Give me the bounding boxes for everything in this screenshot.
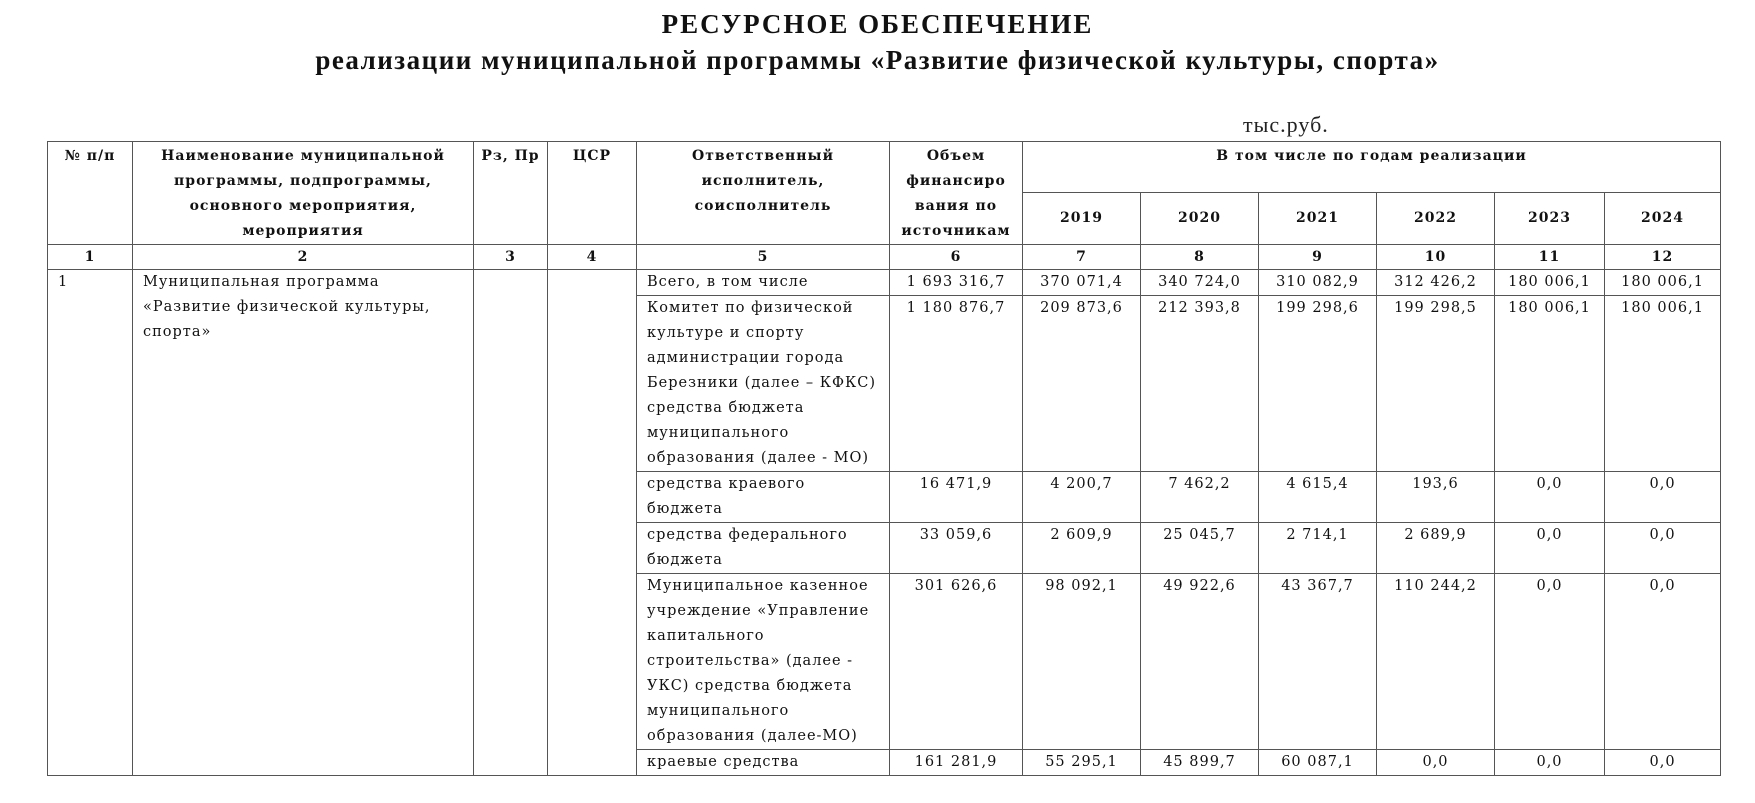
total-cell: 33 059,6: [890, 523, 1023, 574]
year-value-cell: 310 082,9: [1259, 270, 1377, 296]
executor-cell: краевые средства: [637, 750, 890, 776]
column-number: 2: [133, 245, 474, 270]
column-number: 4: [548, 245, 637, 270]
executor-cell: Комитет по физической культуре и спорту администрации города Березники (далее – КФКС) средства бюджета муниципального образования (далее - МО): [637, 296, 890, 472]
executor-cell: Муниципальное казенное учреждение «Управление капитального строительства» (далее - УКС) средства бюджета муниципального образования (далее-МО): [637, 574, 890, 750]
year-value-cell: 4 200,7: [1023, 472, 1141, 523]
year-value-cell: 60 087,1: [1259, 750, 1377, 776]
year-value-cell: 180 006,1: [1605, 296, 1721, 472]
header-year-2023: 2023: [1495, 193, 1605, 245]
year-value-cell: 2 714,1: [1259, 523, 1377, 574]
year-value-cell: 212 393,8: [1141, 296, 1259, 472]
year-value-cell: 0,0: [1377, 750, 1495, 776]
executor-cell: средства федерального бюджета: [637, 523, 890, 574]
resource-table: [47, 141, 1721, 776]
year-value-cell: 180 006,1: [1495, 270, 1605, 296]
year-value-cell: 98 092,1: [1023, 574, 1141, 750]
year-value-cell: 0,0: [1495, 523, 1605, 574]
header-by-years: В том числе по годам реализации: [1023, 142, 1721, 193]
total-cell: 301 626,6: [890, 574, 1023, 750]
total-cell: 1 180 876,7: [890, 296, 1023, 472]
title-subtitle: реализации муниципальной программы «Развитие физической культуры, спорта»: [315, 45, 1440, 75]
header-csr: ЦСР: [548, 142, 637, 245]
year-value-cell: 7 462,2: [1141, 472, 1259, 523]
year-value-cell: 180 006,1: [1605, 270, 1721, 296]
column-number-row: [48, 245, 1721, 270]
header-year-2021: 2021: [1259, 193, 1377, 245]
total-cell: 161 281,9: [890, 750, 1023, 776]
header-name: Наименование муниципальной программы, подпрограммы, основного мероприятия, мероприятия: [133, 142, 474, 245]
column-number: 9: [1259, 245, 1377, 270]
year-value-cell: 43 367,7: [1259, 574, 1377, 750]
year-value-cell: 340 724,0: [1141, 270, 1259, 296]
document-title: [0, 6, 1755, 78]
year-value-cell: 0,0: [1605, 523, 1721, 574]
executor-cell: средства краевого бюджета: [637, 472, 890, 523]
header-year-2022: 2022: [1377, 193, 1495, 245]
header-row-1: [48, 142, 1721, 193]
year-value-cell: 25 045,7: [1141, 523, 1259, 574]
year-value-cell: 193,6: [1377, 472, 1495, 523]
column-number: 5: [637, 245, 890, 270]
year-value-cell: 4 615,4: [1259, 472, 1377, 523]
header-year-2024: 2024: [1605, 193, 1721, 245]
column-number: 8: [1141, 245, 1259, 270]
column-number: 6: [890, 245, 1023, 270]
currency-unit: тыс.руб.: [1243, 112, 1329, 137]
table-row: [48, 270, 1721, 296]
year-value-cell: 0,0: [1605, 472, 1721, 523]
year-value-cell: 2 609,9: [1023, 523, 1141, 574]
header-executor: Ответственный исполнитель, соисполнитель: [637, 142, 890, 245]
column-number: 10: [1377, 245, 1495, 270]
year-value-cell: 110 244,2: [1377, 574, 1495, 750]
year-value-cell: 0,0: [1605, 574, 1721, 750]
year-value-cell: 0,0: [1495, 750, 1605, 776]
column-number: 7: [1023, 245, 1141, 270]
column-number: 3: [474, 245, 548, 270]
total-cell: 16 471,9: [890, 472, 1023, 523]
program-index: 1: [48, 270, 133, 776]
header-volume: Объем финансиро вания по источникам: [890, 142, 1023, 245]
column-number: 12: [1605, 245, 1721, 270]
year-value-cell: 55 295,1: [1023, 750, 1141, 776]
year-value-cell: 0,0: [1495, 472, 1605, 523]
program-name: Муниципальная программа «Развитие физической культуры, спорта»: [133, 270, 474, 776]
year-value-cell: 49 922,6: [1141, 574, 1259, 750]
year-value-cell: 312 426,2: [1377, 270, 1495, 296]
executor-cell: Всего, в том числе: [637, 270, 890, 296]
year-value-cell: 180 006,1: [1495, 296, 1605, 472]
year-value-cell: 2 689,9: [1377, 523, 1495, 574]
program-csr: [548, 270, 637, 776]
header-num: № п/п: [48, 142, 133, 245]
year-value-cell: 199 298,5: [1377, 296, 1495, 472]
column-number: 1: [48, 245, 133, 270]
title-main: РЕСУРСНОЕ ОБЕСПЕЧЕНИЕ: [661, 9, 1094, 39]
year-value-cell: 0,0: [1495, 574, 1605, 750]
total-cell: 1 693 316,7: [890, 270, 1023, 296]
column-number: 11: [1495, 245, 1605, 270]
header-year-2020: 2020: [1141, 193, 1259, 245]
year-value-cell: 0,0: [1605, 750, 1721, 776]
header-year-2019: 2019: [1023, 193, 1141, 245]
header-rzpr: Рз, Пр: [474, 142, 548, 245]
year-value-cell: 209 873,6: [1023, 296, 1141, 472]
year-value-cell: 199 298,6: [1259, 296, 1377, 472]
year-value-cell: 45 899,7: [1141, 750, 1259, 776]
year-value-cell: 370 071,4: [1023, 270, 1141, 296]
program-rzpr: [474, 270, 548, 776]
